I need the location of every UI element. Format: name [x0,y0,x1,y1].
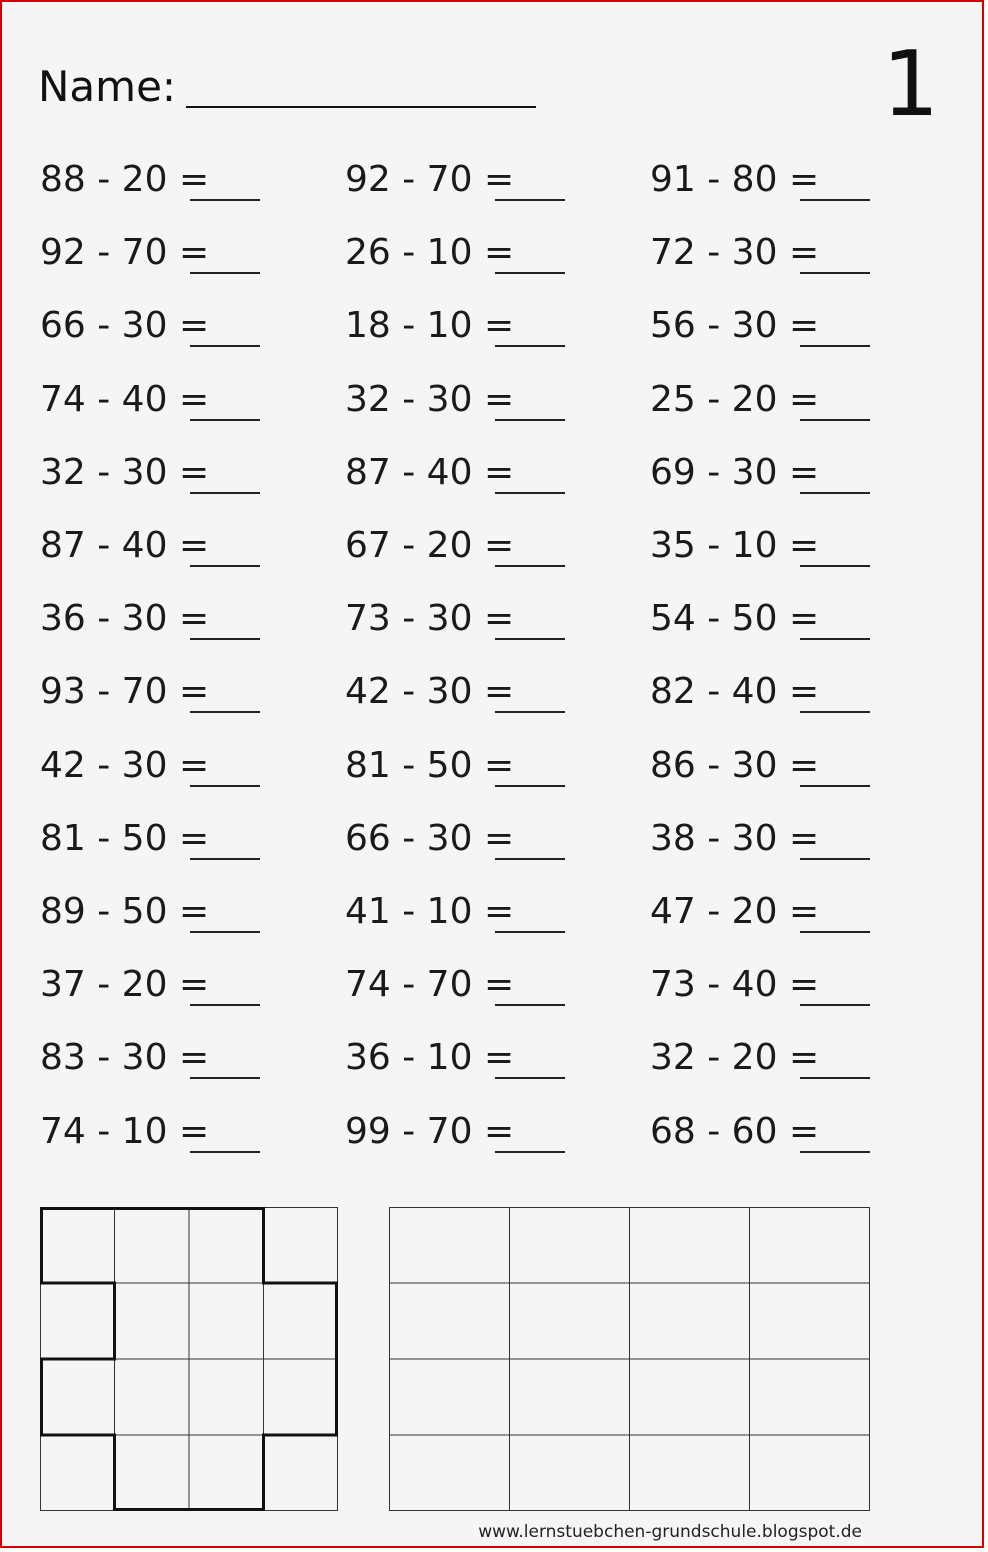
task-expression: 83 - 30 = [40,1037,210,1079]
answer-blank[interactable] [800,711,870,713]
task-expression: 32 - 20 = [650,1037,820,1079]
task-expression: 69 - 30 = [650,451,820,493]
answer-blank[interactable] [495,638,565,640]
answer-blank[interactable] [190,345,260,347]
answer-blank[interactable] [800,1151,870,1153]
shape-grid [40,1207,338,1511]
task-expression: 26 - 10 = [345,232,515,274]
task-expression: 89 - 50 = [40,891,210,932]
task-expression: 36 - 30 = [40,598,210,640]
answer-blank[interactable] [495,419,565,421]
answer-blank[interactable] [800,565,870,567]
answer-blank[interactable] [495,492,565,494]
answer-blank[interactable] [800,345,870,347]
task-expression: 32 - 30 = [345,378,515,420]
grid-with-shape [40,1207,338,1511]
task-expression: 35 - 10 = [650,525,820,566]
task-expression: 74 - 70 = [345,964,515,1006]
task-expression: 86 - 30 = [650,744,820,786]
answer-blank[interactable] [190,1077,260,1079]
answer-blank[interactable] [495,272,565,274]
task-expression: 87 - 40 = [40,525,210,566]
answer-blank[interactable] [495,565,565,567]
answer-blank[interactable] [495,931,565,933]
answer-blank[interactable] [190,272,260,274]
task-expression: 87 - 40 = [345,451,515,493]
drawing-grid[interactable] [389,1207,870,1511]
answer-blank[interactable] [495,199,565,201]
answer-blank[interactable] [800,492,870,494]
answer-blank[interactable] [495,711,565,713]
answer-blank[interactable] [495,1004,565,1006]
name-label: Name: [38,62,177,111]
task-expression: 54 - 50 = [650,598,820,640]
task-expression: 74 - 10 = [40,1110,210,1152]
task-expression: 38 - 30 = [650,817,820,859]
task-expression: 32 - 30 = [40,451,210,493]
answer-blank[interactable] [190,785,260,787]
answer-blank[interactable] [800,199,870,201]
answer-blank[interactable] [190,565,260,567]
answer-blank[interactable] [190,199,260,201]
answer-blank[interactable] [495,785,565,787]
task-expression: 56 - 30 = [650,305,820,347]
task-expression: 66 - 30 = [40,305,210,347]
task-expression: 92 - 70 = [40,232,210,274]
answer-blank[interactable] [495,858,565,860]
answer-blank[interactable] [190,492,260,494]
answer-blank[interactable] [190,1151,260,1153]
task-expression: 88 - 20 = [40,159,210,200]
task-expression: 42 - 30 = [40,744,210,786]
answer-blank[interactable] [190,638,260,640]
task-expression: 93 - 70 = [40,671,210,713]
empty-grid [389,1207,870,1511]
task-expression: 36 - 10 = [345,1037,515,1079]
task-expression: 25 - 20 = [650,378,820,420]
task-expression: 81 - 50 = [40,817,210,859]
answer-blank[interactable] [190,858,260,860]
answer-blank[interactable] [800,1077,870,1079]
page-number: 1 [882,32,940,137]
answer-blank[interactable] [495,1151,565,1153]
answer-blank[interactable] [800,419,870,421]
task-expression: 73 - 30 = [345,598,515,640]
answer-blank[interactable] [190,931,260,933]
task-expression: 82 - 40 = [650,671,820,713]
task-expression: 67 - 20 = [345,525,515,566]
answer-blank[interactable] [800,1004,870,1006]
task-expression: 66 - 30 = [345,817,515,859]
answer-blank[interactable] [190,1004,260,1006]
answer-blank[interactable] [495,345,565,347]
task-expression: 74 - 40 = [40,378,210,420]
footer-url: www.lernstuebchen-grundschule.blogspot.de [478,1522,862,1542]
task-expression: 73 - 40 = [650,964,820,1006]
task-expression: 91 - 80 = [650,159,820,200]
task-expression: 18 - 10 = [345,305,515,347]
task-expression: 72 - 30 = [650,232,820,274]
answer-blank[interactable] [800,785,870,787]
task-expression: 47 - 20 = [650,891,820,932]
task-expression: 99 - 70 = [345,1110,515,1152]
task-expression: 37 - 20 = [40,964,210,1006]
task-expression: 41 - 10 = [345,891,515,932]
task-expression: 68 - 60 = [650,1110,820,1152]
task-expression: 81 - 50 = [345,744,515,786]
answer-blank[interactable] [800,931,870,933]
answer-blank[interactable] [800,858,870,860]
answer-blank[interactable] [800,638,870,640]
answer-blank[interactable] [495,1077,565,1079]
task-expression: 92 - 70 = [345,159,515,200]
answer-blank[interactable] [190,419,260,421]
answer-blank[interactable] [190,711,260,713]
task-expression: 42 - 30 = [345,671,515,713]
name-line[interactable] [186,106,536,108]
answer-blank[interactable] [800,272,870,274]
